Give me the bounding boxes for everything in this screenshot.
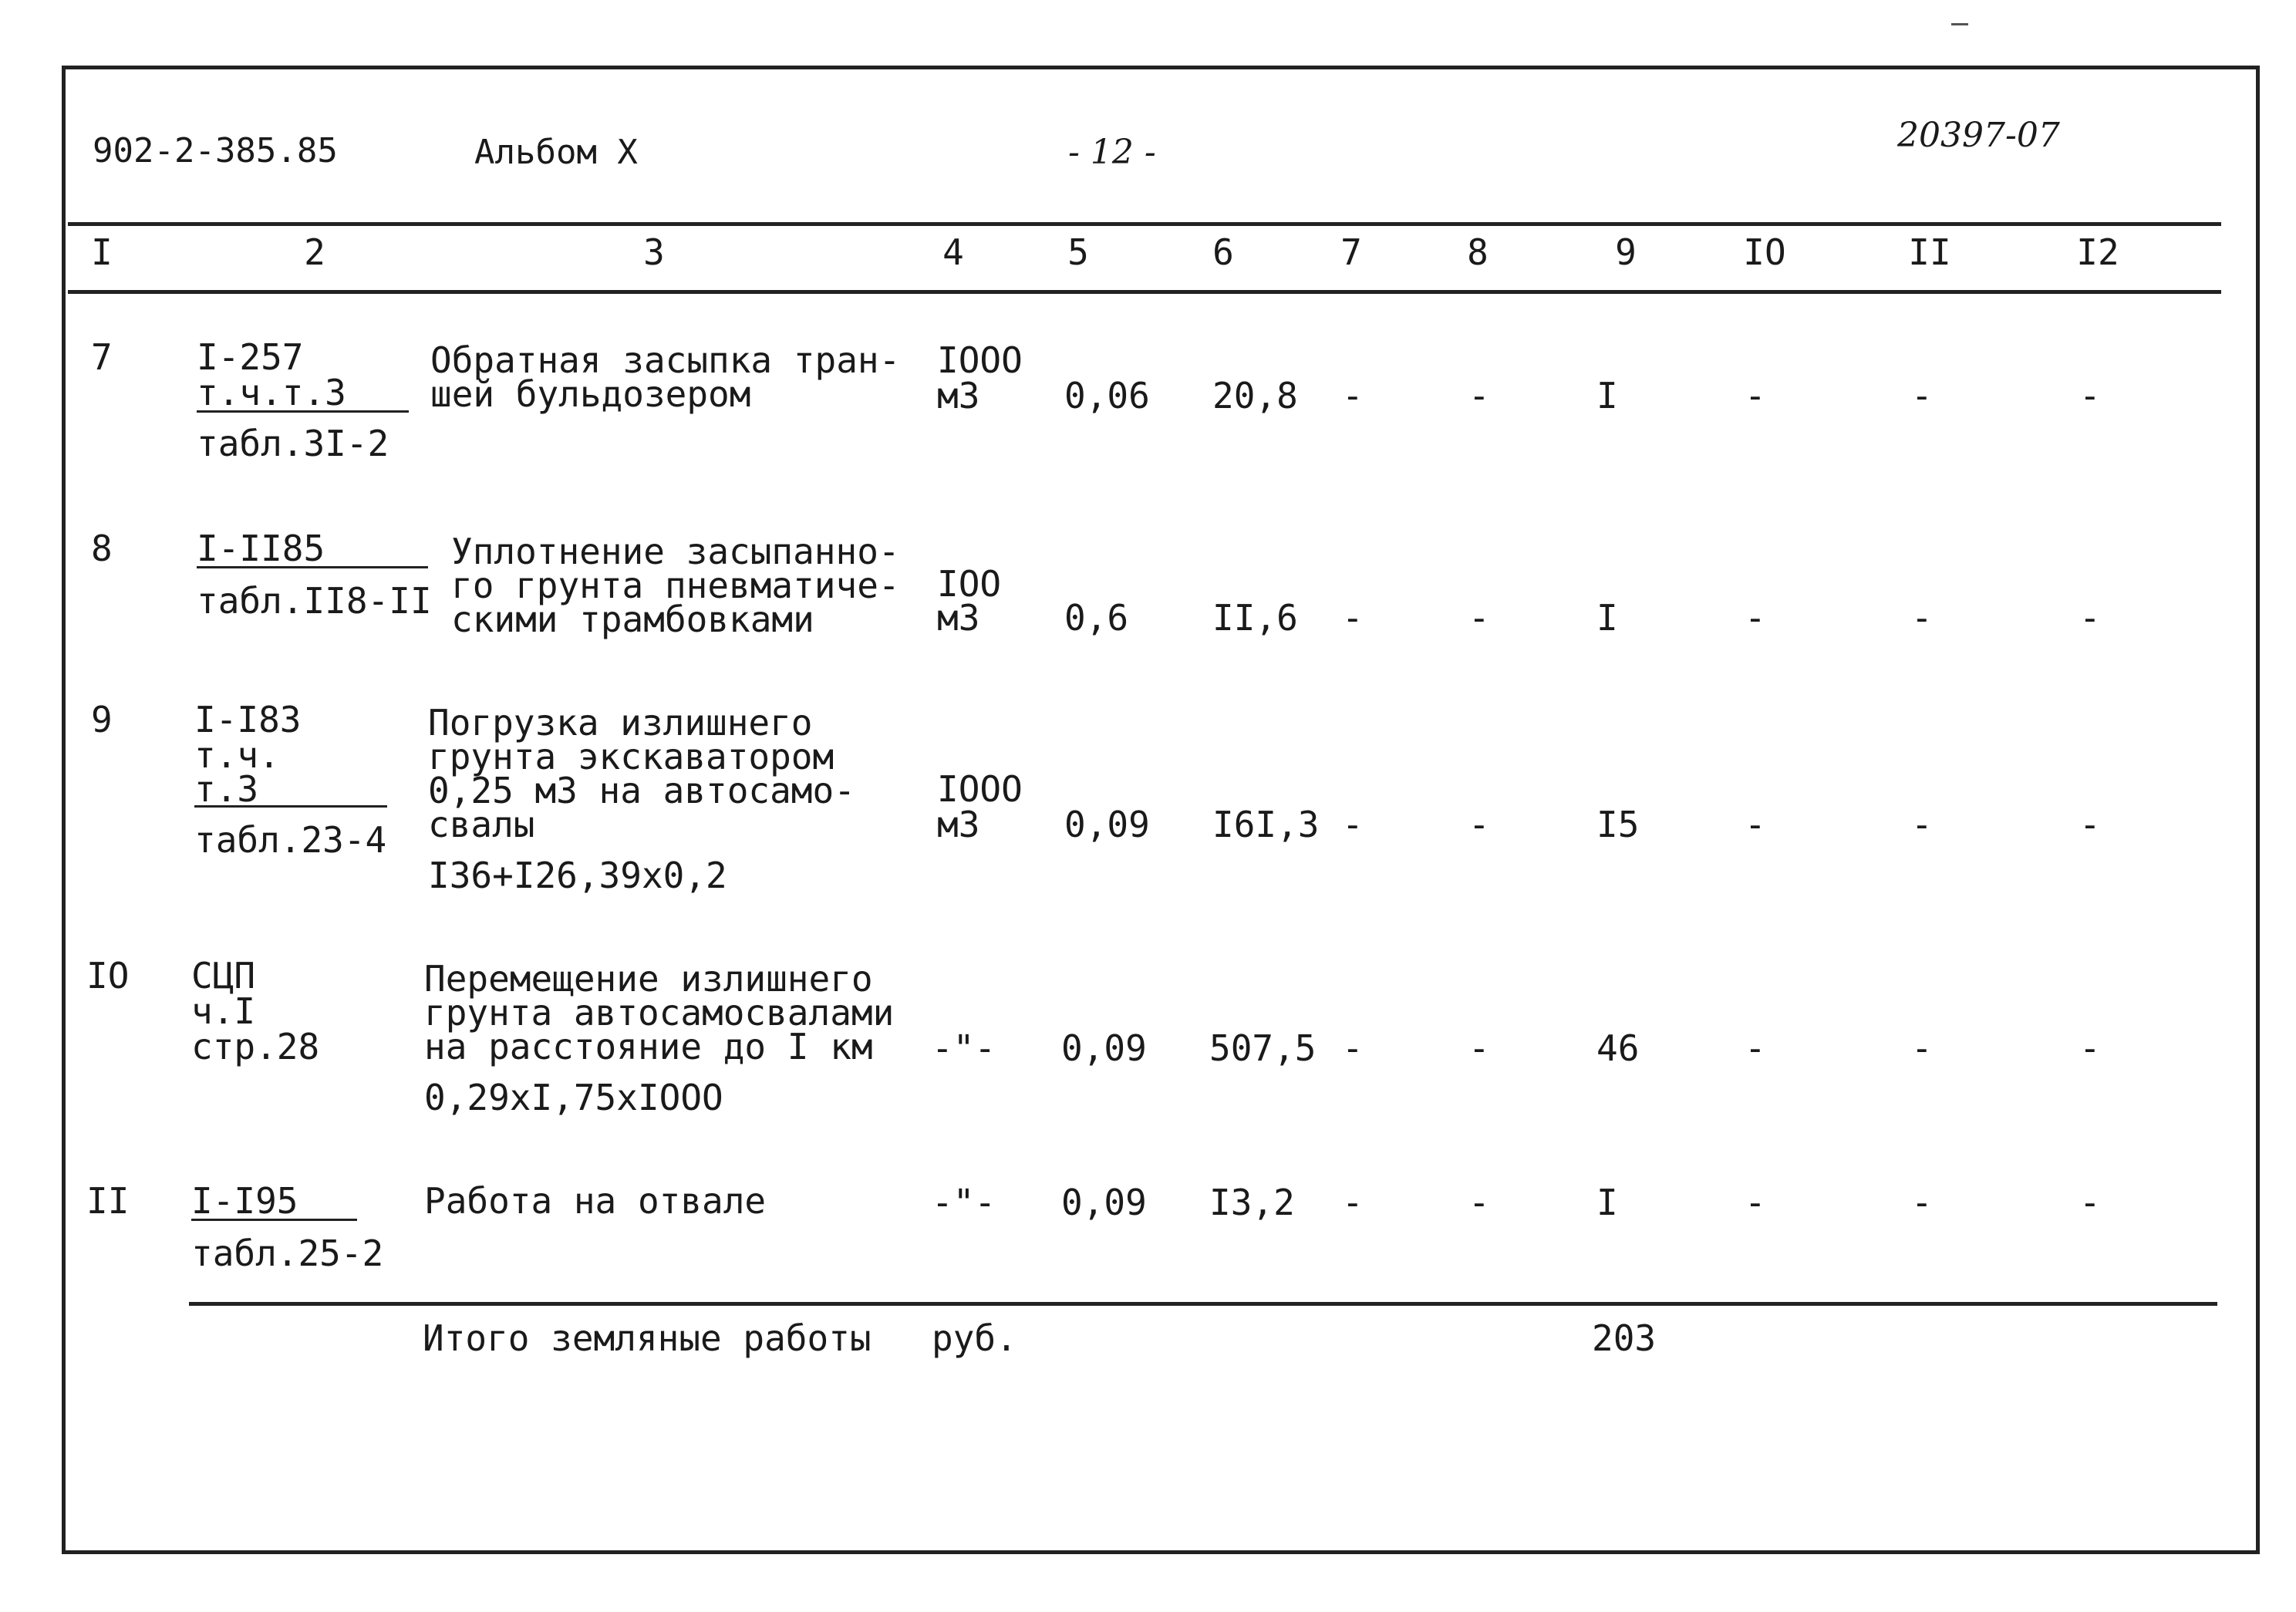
col8-value: - [1468,375,1490,416]
col11-value: - [1911,804,1933,845]
col9-value: I [1596,597,1618,639]
work-description: Обратная засыпка тран- [430,339,901,381]
ref-code: I-II85 [197,528,325,569]
unit-ditto: -"- [932,1027,996,1069]
col12-value: - [2079,1027,2101,1069]
work-description: Уплотнение засыпанно- [451,531,900,572]
doc-code: 902-2-385.85 [93,131,338,170]
ref-table: табл.3I-2 [197,423,389,464]
col8-value: - [1468,1182,1490,1223]
col5-value: 0,09 [1061,1027,1147,1069]
total-rule [189,1302,2217,1306]
header-bottom-rule [68,290,2221,294]
col-num-8: 8 [1467,231,1489,273]
col10-value: - [1745,597,1766,639]
col10-value: - [1745,804,1766,845]
work-description: го грунта пневматиче- [451,565,900,606]
total-unit: руб. [932,1317,1017,1359]
ref-underline [197,410,409,413]
col12-value: - [2079,597,2101,639]
work-description: грунта автосамосвалами [424,992,895,1034]
ref-code: I-I95 [191,1180,298,1222]
ref-part: т.ч. [194,734,280,776]
col-num-4: 4 [942,231,964,273]
work-description: Работа на отвале [424,1180,767,1222]
col7-value: - [1342,375,1364,416]
unit-measure: м3 [937,597,980,639]
col5-value: 0,6 [1064,597,1129,639]
ref-code: I-257 [197,336,304,378]
col10-value: - [1745,375,1766,416]
ref-underline [191,1219,357,1221]
work-description: 0,25 м3 на автосамо- [428,770,855,811]
col6-value: 507,5 [1209,1027,1317,1069]
col-num-6: 6 [1212,231,1234,273]
col-num-1: I [91,231,113,273]
col8-value: - [1468,804,1490,845]
unit-value: IOO [937,563,1002,605]
col6-value: 20,8 [1212,375,1298,416]
col5-value: 0,09 [1064,804,1150,845]
col8-value: - [1468,597,1490,639]
ref-underline [197,566,428,568]
col6-value: I3,2 [1209,1182,1295,1223]
col-num-5: 5 [1067,231,1089,273]
calculation-formula: I36+I26,39x0,2 [428,855,727,896]
scan-mark [1951,23,1968,25]
col-num-10: IO [1743,231,1786,273]
col-num-2: 2 [304,231,325,273]
col7-value: - [1342,1182,1364,1223]
unit-value: IOOO [937,768,1023,810]
work-description: свалы [428,804,535,845]
col6-value: I6I,3 [1212,804,1320,845]
sheet-number: 20397-07 [1897,116,2060,155]
col9-value: I [1596,1182,1618,1223]
ref-part: т.3 [194,768,259,810]
work-description: на расстояние до I км [424,1026,873,1067]
col8-value: - [1468,1027,1490,1069]
row-number: 7 [91,336,113,378]
col5-value: 0,09 [1061,1182,1147,1223]
col-num-7: 7 [1340,231,1362,273]
col12-value: - [2079,1182,2101,1223]
unit-measure: м3 [937,375,980,416]
row-number: 9 [91,699,113,740]
col6-value: II,6 [1212,597,1298,639]
col11-value: - [1911,1027,1933,1069]
row-number: IO [86,955,130,997]
col10-value: - [1745,1182,1766,1223]
col11-value: - [1911,375,1933,416]
calculation-formula: 0,29xI,75xIOOO [424,1077,723,1118]
ref-part: ч.I [191,990,256,1032]
col9-value: I [1596,375,1618,416]
col10-value: - [1745,1027,1766,1069]
unit-value: IOOO [937,339,1023,381]
ref-table: табл.23-4 [194,819,387,861]
ref-part: т.ч.т.3 [197,372,346,413]
ref-code: СЦП [191,955,256,997]
col9-value: I5 [1596,804,1640,845]
col11-value: - [1911,597,1933,639]
col-num-3: 3 [643,231,665,273]
col-num-11: II [1908,231,1951,273]
col12-value: - [2079,375,2101,416]
work-description: грунта экскаватором [428,736,834,777]
unit-ditto: -"- [932,1182,996,1223]
col9-value: 46 [1596,1027,1640,1069]
page-number: - 12 - [1068,133,1156,172]
total-label: Итого земляные работы [423,1317,872,1359]
col11-value: - [1911,1182,1933,1223]
col-num-9: 9 [1615,231,1637,273]
row-number: 8 [91,528,113,569]
row-number: II [86,1180,130,1222]
ref-table: табл.25-2 [191,1233,384,1274]
work-description: шей бульдозером [430,373,751,415]
ref-underline [194,805,387,808]
work-description: Перемещение излишнего [424,958,873,1000]
work-description: скими трамбовками [451,599,814,640]
unit-measure: м3 [937,804,980,845]
ref-table: табл.II8-II [197,580,432,622]
col7-value: - [1342,804,1364,845]
col12-value: - [2079,804,2101,845]
album-label: Альбом X [474,133,638,172]
col7-value: - [1342,1027,1364,1069]
ref-page: стр.28 [191,1026,320,1067]
work-description: Погрузка излишнего [428,702,813,744]
col7-value: - [1342,597,1364,639]
total-value: 203 [1592,1317,1657,1359]
col-num-12: I2 [2076,231,2119,273]
col5-value: 0,06 [1064,375,1150,416]
header-top-rule [68,222,2221,226]
ref-code: I-I83 [194,699,302,740]
